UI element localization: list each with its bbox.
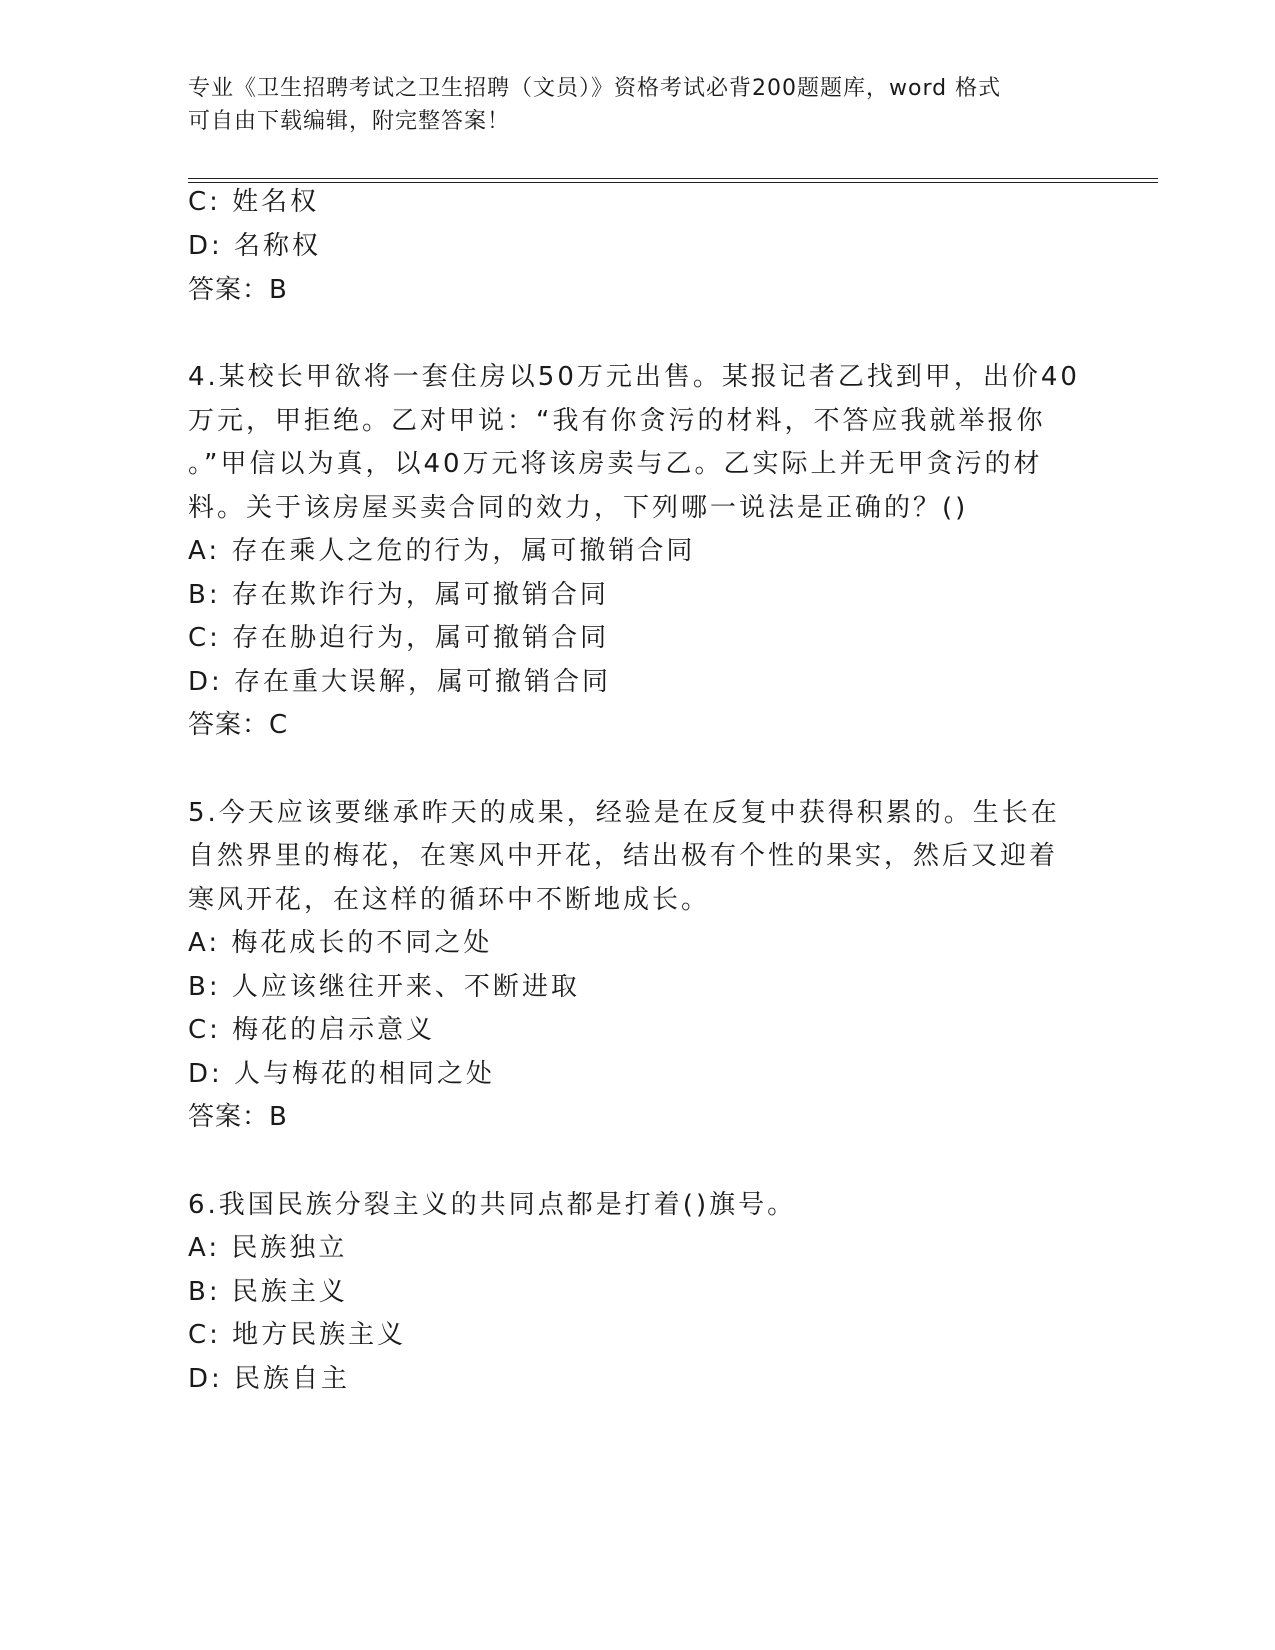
q4-stem-line: 。”甲信以为真，以40万元将该房卖与乙。乙实际上并无甲贪污的材	[188, 449, 1043, 479]
q5-option-a: A: 梅花成长的不同之处	[188, 928, 493, 958]
q4-option-b: B: 存在欺诈行为，属可撤销合同	[188, 580, 609, 610]
header-line-1: 专业《卫生招聘考试之卫生招聘（文员）》资格考试必背200题题库，word 格式	[188, 76, 1002, 101]
q3-answer: 答案：B	[188, 275, 288, 305]
header-divider-bottom	[188, 182, 1158, 183]
q5-option-c: C: 梅花的启示意义	[188, 1015, 436, 1045]
q5-option-b: B: 人应该继往开来、不断进取	[188, 972, 580, 1002]
q4-stem-line: 料。关于该房屋买卖合同的效力，下列哪一说法是正确的？()	[188, 493, 969, 523]
header-divider-top	[188, 178, 1158, 179]
page-header	[188, 72, 1088, 138]
q5-option-d: D: 人与梅花的相同之处	[188, 1059, 496, 1089]
q6-option-b: B: 民族主义	[188, 1277, 348, 1307]
q4-option-c: C: 存在胁迫行为，属可撤销合同	[188, 623, 610, 653]
q5-stem-line: 寒风开花，在这样的循环中不断地成长。	[188, 885, 711, 915]
q4-stem-line: 万元，甲拒绝。乙对甲说：“我有你贪污的材料，不答应我就举报你	[188, 406, 1046, 436]
q6-option-c: C: 地方民族主义	[188, 1320, 407, 1350]
q5-stem-line: 自然界里的梅花，在寒风中开花，结出极有个性的果实，然后又迎着	[188, 841, 1059, 871]
q4-option-a: A: 存在乘人之危的行为，属可撤销合同	[188, 536, 696, 566]
q4-answer: 答案：C	[188, 710, 289, 740]
q6-option-d: D: 民族自主	[188, 1364, 351, 1394]
q4-stem-line: 4.某校长甲欲将一套住房以50万元出售。某报记者乙找到甲，出价40	[188, 362, 1080, 392]
q4-option-d: D: 存在重大误解，属可撤销合同	[188, 667, 612, 697]
q5-stem-line: 5.今天应该要继承昨天的成果，经验是在反复中获得积累的。生长在	[188, 798, 1060, 828]
q3-option-c: C: 姓名权	[188, 187, 320, 217]
q6-option-a: A: 民族独立	[188, 1233, 348, 1263]
q3-option-d: D: 名称权	[188, 231, 322, 261]
q5-answer: 答案：B	[188, 1102, 288, 1132]
q6-stem-line: 6.我国民族分裂主义的共同点都是打着()旗号。	[188, 1190, 797, 1220]
header-line-2: 可自由下载编辑，附完整答案！	[188, 109, 511, 134]
